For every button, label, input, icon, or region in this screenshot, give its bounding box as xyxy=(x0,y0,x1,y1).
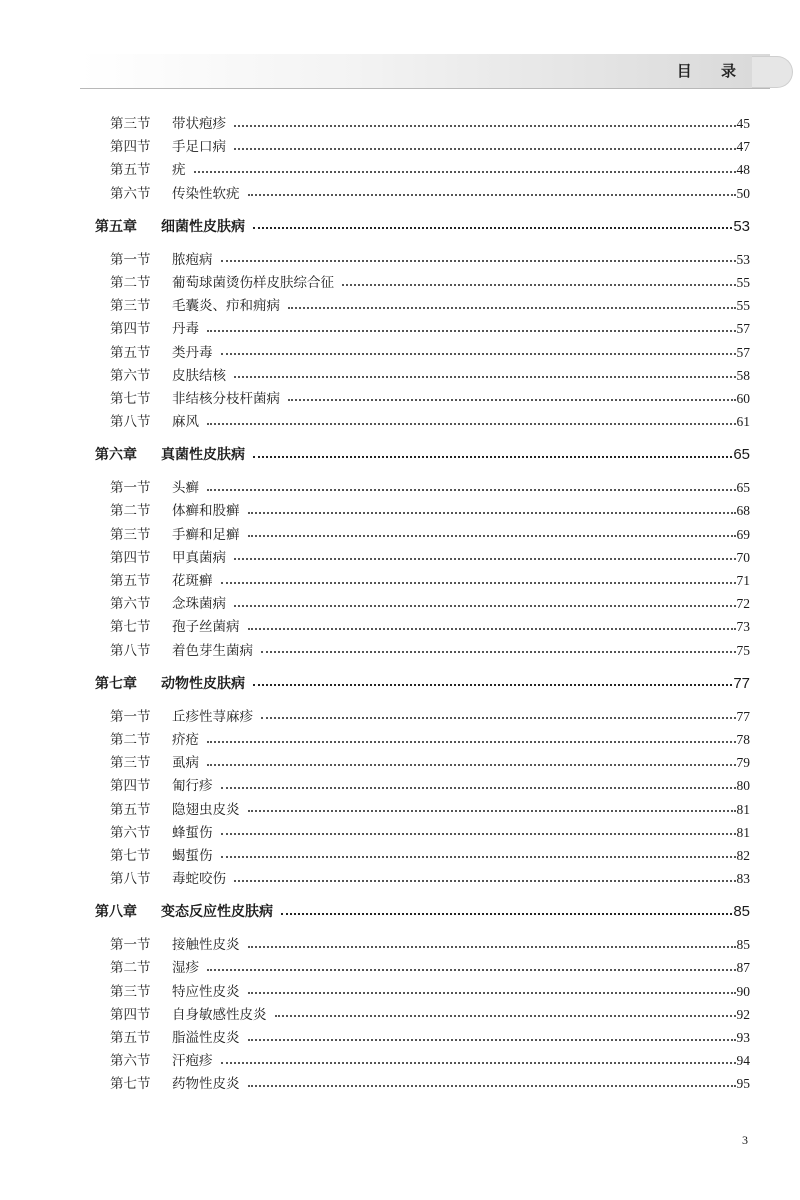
section-number: 第六节 xyxy=(110,824,151,841)
dot-leader xyxy=(207,968,736,971)
section-title: 甲真菌病 xyxy=(172,549,226,566)
toc-section-entry[interactable] xyxy=(95,751,750,774)
toc-section-entry[interactable] xyxy=(95,933,750,956)
section-title: 隐翅虫皮炎 xyxy=(172,801,240,818)
dot-leader xyxy=(248,1038,736,1041)
toc-chapter-entry[interactable] xyxy=(95,215,750,238)
section-title: 麻风 xyxy=(172,414,199,431)
section-title: 脓疱病 xyxy=(172,251,213,268)
section-number: 第四节 xyxy=(110,1006,151,1023)
dot-leader xyxy=(207,763,736,766)
dot-leader xyxy=(221,352,736,355)
section-number: 第六节 xyxy=(110,185,151,202)
dot-leader xyxy=(234,557,736,560)
toc-section-entry[interactable] xyxy=(95,1049,750,1072)
toc-section-entry[interactable] xyxy=(95,774,750,797)
toc-section-entry[interactable] xyxy=(95,499,750,522)
toc-section-entry[interactable] xyxy=(95,294,750,317)
page-ref: 48 xyxy=(736,162,750,178)
section-number: 第七节 xyxy=(110,847,151,864)
section-title: 疥疮 xyxy=(172,731,199,748)
toc-section-entry[interactable] xyxy=(95,158,750,181)
dot-leader xyxy=(221,786,736,789)
section-number: 第八节 xyxy=(110,414,151,431)
page-ref: 47 xyxy=(736,139,750,155)
section-number: 第八节 xyxy=(110,642,151,659)
toc-section-entry[interactable] xyxy=(95,387,750,410)
dot-leader xyxy=(221,259,736,262)
chapter-title: 变态反应性皮肤病 xyxy=(161,904,273,921)
toc-section-entry[interactable] xyxy=(95,728,750,751)
toc-section-entry[interactable] xyxy=(95,980,750,1003)
dot-leader xyxy=(288,306,736,309)
section-number: 第三节 xyxy=(110,526,151,543)
header-tab-decoration xyxy=(752,56,793,88)
section-title: 丘疹性荨麻疹 xyxy=(172,708,253,725)
section-number: 第二节 xyxy=(110,503,151,520)
section-number: 第七节 xyxy=(110,619,151,636)
section-title: 接触性皮炎 xyxy=(172,937,240,954)
section-number: 第五节 xyxy=(110,573,151,589)
dot-leader xyxy=(253,226,732,229)
section-number: 第二节 xyxy=(110,731,151,748)
page-ref: 60 xyxy=(736,390,750,406)
toc-section-entry[interactable] xyxy=(95,112,750,135)
dot-leader xyxy=(234,879,736,882)
toc-section-entry[interactable] xyxy=(95,182,750,205)
dot-leader xyxy=(342,283,736,286)
dot-leader xyxy=(221,581,736,584)
dot-leader xyxy=(248,511,736,514)
section-title: 药物性皮炎 xyxy=(172,1076,240,1093)
section-title: 匍行疹 xyxy=(172,778,213,795)
page-ref: 83 xyxy=(736,871,750,887)
page-ref: 55 xyxy=(736,298,750,314)
page-number: 3 xyxy=(742,1133,748,1147)
page-ref: 93 xyxy=(736,1030,750,1045)
dot-leader xyxy=(248,1084,736,1087)
chapter-number: 第八章 xyxy=(95,904,137,921)
section-number: 第五节 xyxy=(110,801,151,818)
dot-leader xyxy=(234,375,736,378)
page-ref: 78 xyxy=(736,731,750,747)
toc-section-entry[interactable] xyxy=(95,476,750,499)
section-title: 脂溢性皮炎 xyxy=(172,1030,240,1046)
section-number: 第七节 xyxy=(110,390,151,407)
page-ref: 50 xyxy=(736,185,750,201)
dot-leader xyxy=(194,170,736,173)
page-ref: 61 xyxy=(736,414,750,430)
toc-section-entry[interactable] xyxy=(95,639,750,662)
section-number: 第五节 xyxy=(110,1030,151,1046)
section-number: 第三节 xyxy=(110,983,151,1000)
toc-section-entry[interactable] xyxy=(95,523,750,546)
section-title: 着色芽生菌病 xyxy=(172,642,253,659)
section-number: 第三节 xyxy=(110,116,151,132)
page-ref: 79 xyxy=(736,755,750,771)
section-number: 第六节 xyxy=(110,367,151,384)
section-title: 汗疱疹 xyxy=(172,1053,213,1070)
page-ref: 80 xyxy=(736,778,750,794)
section-number: 第四节 xyxy=(110,321,151,338)
page-ref: 82 xyxy=(736,847,750,863)
section-title: 蜂蜇伤 xyxy=(172,824,213,841)
section-number: 第八节 xyxy=(110,871,151,888)
section-number: 第二节 xyxy=(110,960,151,977)
page-ref: 57 xyxy=(736,344,750,360)
page-ref: 68 xyxy=(736,503,750,519)
section-title: 特应性皮炎 xyxy=(172,983,240,1000)
dot-leader xyxy=(248,809,736,812)
page-ref: 75 xyxy=(736,642,750,658)
page-ref: 55 xyxy=(736,274,750,290)
section-number: 第一节 xyxy=(110,480,151,497)
toc-section-entry[interactable] xyxy=(95,705,750,728)
toc-section-entry[interactable] xyxy=(95,1072,750,1095)
section-title: 自身敏感性皮炎 xyxy=(172,1006,267,1023)
page-ref: 53 xyxy=(733,217,750,235)
toc-chapter-entry[interactable] xyxy=(95,900,750,923)
page-ref: 72 xyxy=(736,596,750,612)
page-ref: 45 xyxy=(736,116,750,131)
header-title: 目 录 xyxy=(676,62,748,80)
chapter-title: 细菌性皮肤病 xyxy=(161,218,245,235)
toc-section-entry[interactable] xyxy=(95,867,750,890)
section-number: 第六节 xyxy=(110,1053,151,1070)
section-title: 类丹毒 xyxy=(172,344,213,361)
section-title: 丹毒 xyxy=(172,321,199,338)
dot-leader xyxy=(207,329,736,332)
dot-leader xyxy=(207,422,736,425)
dot-leader xyxy=(288,398,736,401)
dot-leader xyxy=(248,991,736,994)
page-ref: 92 xyxy=(736,1006,750,1022)
section-title: 手癣和足癣 xyxy=(172,526,240,543)
table-of-contents xyxy=(95,112,750,1096)
dot-leader xyxy=(261,650,736,653)
section-title: 念珠菌病 xyxy=(172,596,226,613)
section-title: 手足口病 xyxy=(172,139,226,156)
toc-section-entry[interactable] xyxy=(95,364,750,387)
page-ref: 90 xyxy=(736,983,750,999)
dot-leader xyxy=(248,534,736,537)
toc-section-entry[interactable] xyxy=(95,798,750,821)
dot-leader xyxy=(253,455,732,458)
section-title: 非结核分枝杆菌病 xyxy=(172,390,280,407)
section-number: 第二节 xyxy=(110,274,151,291)
section-title: 毒蛇咬伤 xyxy=(172,871,226,888)
toc-section-entry[interactable] xyxy=(95,248,750,271)
page-ref: 81 xyxy=(736,824,750,840)
section-number: 第三节 xyxy=(110,298,151,315)
section-title: 花斑癣 xyxy=(172,573,213,589)
dot-leader xyxy=(207,488,736,491)
dot-leader xyxy=(234,124,736,127)
page-ref: 70 xyxy=(736,549,750,565)
toc-section-entry[interactable] xyxy=(95,271,750,294)
section-number: 第一节 xyxy=(110,251,151,268)
dot-leader xyxy=(275,1014,736,1017)
section-number: 第六节 xyxy=(110,596,151,613)
dot-leader xyxy=(253,683,732,686)
toc-section-entry[interactable] xyxy=(95,844,750,867)
page-ref: 58 xyxy=(736,367,750,383)
page-ref: 94 xyxy=(736,1053,750,1069)
section-title: 带状疱疹 xyxy=(172,116,226,132)
page-ref: 71 xyxy=(736,573,750,588)
section-number: 第一节 xyxy=(110,937,151,954)
page-ref: 81 xyxy=(736,801,750,817)
section-title: 传染性软疣 xyxy=(172,185,240,202)
section-number: 第四节 xyxy=(110,139,151,156)
toc-section-entry[interactable] xyxy=(95,317,750,340)
dot-leader xyxy=(207,740,736,743)
section-title: 皮肤结核 xyxy=(172,367,226,384)
page-ref: 85 xyxy=(733,903,750,921)
section-title: 疣 xyxy=(172,162,186,179)
chapter-number: 第五章 xyxy=(95,218,137,235)
toc-section-entry[interactable] xyxy=(95,410,750,433)
chapter-number: 第六章 xyxy=(95,447,137,464)
section-title: 湿疹 xyxy=(172,960,199,977)
page-ref: 73 xyxy=(736,619,750,635)
section-title: 葡萄球菌烫伤样皮肤综合征 xyxy=(172,274,334,291)
running-header xyxy=(80,54,770,89)
dot-leader xyxy=(234,147,736,150)
section-number: 第五节 xyxy=(110,162,151,179)
toc-section-entry[interactable] xyxy=(95,569,750,592)
chapter-title: 真菌性皮肤病 xyxy=(161,447,245,464)
page-ref: 57 xyxy=(736,321,750,337)
toc-section-entry[interactable] xyxy=(95,956,750,979)
section-title: 体癣和股癣 xyxy=(172,503,240,520)
toc-section-entry[interactable] xyxy=(95,592,750,615)
toc-section-entry[interactable] xyxy=(95,821,750,844)
page-ref: 95 xyxy=(736,1076,750,1092)
toc-section-entry[interactable] xyxy=(95,1003,750,1026)
toc-section-entry[interactable] xyxy=(95,135,750,158)
chapter-number: 第七章 xyxy=(95,675,137,692)
dot-leader xyxy=(281,912,732,915)
section-title: 蝎蜇伤 xyxy=(172,847,213,864)
dot-leader xyxy=(261,716,736,719)
section-title: 孢子丝菌病 xyxy=(172,619,240,636)
section-title: 虱病 xyxy=(172,755,199,772)
section-number: 第七节 xyxy=(110,1076,151,1093)
toc-section-entry[interactable] xyxy=(95,341,750,364)
dot-leader xyxy=(221,1061,736,1064)
page-ref: 69 xyxy=(736,526,750,542)
chapter-title: 动物性皮肤病 xyxy=(161,675,245,692)
page-ref: 65 xyxy=(736,480,750,496)
page-ref: 65 xyxy=(733,446,750,464)
toc-chapter-entry[interactable] xyxy=(95,672,750,695)
section-title: 头癣 xyxy=(172,480,199,497)
dot-leader xyxy=(221,832,736,835)
section-title: 毛囊炎、疖和痈病 xyxy=(172,298,280,315)
page-ref: 85 xyxy=(736,937,750,953)
dot-leader xyxy=(234,604,736,607)
section-number: 第五节 xyxy=(110,344,151,361)
dot-leader xyxy=(221,855,736,858)
page-ref: 87 xyxy=(736,960,750,976)
toc-section-entry[interactable] xyxy=(95,1026,750,1049)
dot-leader xyxy=(248,627,736,630)
page-ref: 77 xyxy=(736,708,750,724)
section-number: 第一节 xyxy=(110,708,151,725)
section-number: 第四节 xyxy=(110,778,151,795)
section-number: 第四节 xyxy=(110,549,151,566)
toc-section-entry[interactable] xyxy=(95,546,750,569)
dot-leader xyxy=(248,945,736,948)
toc-section-entry[interactable] xyxy=(95,615,750,638)
page-ref: 77 xyxy=(733,674,750,692)
page-ref: 53 xyxy=(736,251,750,267)
toc-chapter-entry[interactable] xyxy=(95,443,750,466)
dot-leader xyxy=(248,193,736,196)
section-number: 第三节 xyxy=(110,755,151,772)
